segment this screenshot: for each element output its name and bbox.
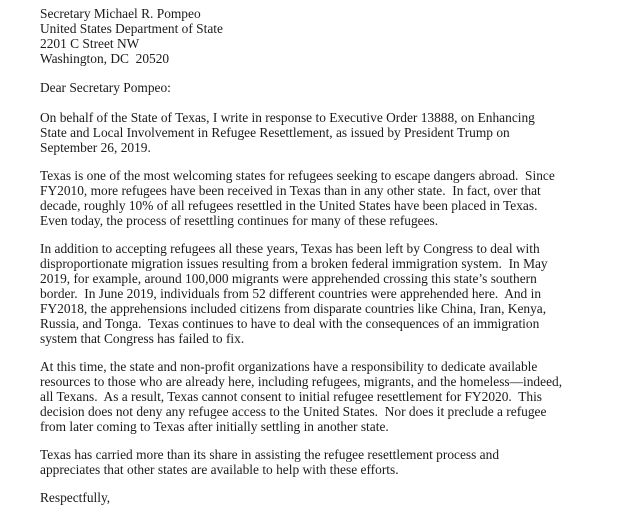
paragraph-line: decade, roughly 10% of all refugees resettled in the United States have been placed in Texas. [40,198,538,213]
salutation-text: Dear Secretary Pompeo: [40,80,171,95]
paragraph-line: border. In June 2019, individuals from 52 different countries were apprehended here. And in [40,286,542,301]
paragraph-welcoming-state [40,168,630,228]
closing [40,490,630,505]
paragraph-line: decision does not deny any refugee access to the United States. Nor does it preclude a refugee [40,404,547,419]
recipient-department: United States Department of State [40,21,223,36]
recipient-street: 2201 C Street NW [40,36,140,51]
paragraph-line: resources to those who are already here, including refugees, migrants, and the homeless—indeed, [40,374,563,389]
closing-text: Respectfully, [40,490,111,505]
paragraph-line: disproportionate migration issues resulting from a broken federal immigration system. In May [40,256,548,271]
salutation [40,80,630,95]
paragraph-line: Even today, the process of resettling continues for many of these refugees. [40,213,439,228]
paragraph-executive-order [40,110,630,155]
recipient-address [40,6,630,66]
paragraph-line: all Texans. As a result, Texas cannot consent to initial refugee resettlement for FY2020. This [40,389,543,404]
paragraph-migration-issues [40,241,630,346]
paragraph-line: In addition to accepting refugees all these years, Texas has been left by Congress to deal with [40,241,540,256]
paragraph-line: On behalf of the State of Texas, I write in response to Executive Order 13888, on Enhancing [40,110,535,125]
recipient-name: Secretary Michael R. Pompeo [40,6,201,21]
paragraph-line: At this time, the state and non-profit organizations have a responsibility to dedicate available [40,359,538,374]
paragraph-line: Russia, and Tonga. Texas continues to have to deal with the consequences of an immigration [40,316,540,331]
paragraph-line: appreciates that other states are available to help with these efforts. [40,462,399,477]
paragraph-closing-remarks [40,447,630,477]
paragraph-line: Texas has carried more than its share in assisting the refugee resettlement process and [40,447,500,462]
paragraph-line: from later coming to Texas after initially settling in another state. [40,419,389,434]
recipient-city: Washington, DC 20520 [40,51,170,66]
paragraph-line: Texas is one of the most welcoming states for refugees seeking to escape dangers abroad. Since [40,168,555,183]
paragraph-line: FY2018, the apprehensions included citizens from disparate countries like China, Iran, Kenya, [40,301,547,316]
paragraph-line: September 26, 2019. [40,140,151,155]
paragraph-line: State and Local Involvement in Refugee Resettlement, as issued by President Trump on [40,125,510,140]
paragraph-line: system that Congress has failed to fix. [40,331,245,346]
paragraph-line: 2019, for example, around 100,000 migrants were apprehended crossing this state’s southern [40,271,537,286]
letter-body [40,6,630,505]
paragraph-resettlement-decision [40,359,630,434]
paragraph-line: FY2010, more refugees have been received in Texas than in any other state. In fact, over that [40,183,541,198]
